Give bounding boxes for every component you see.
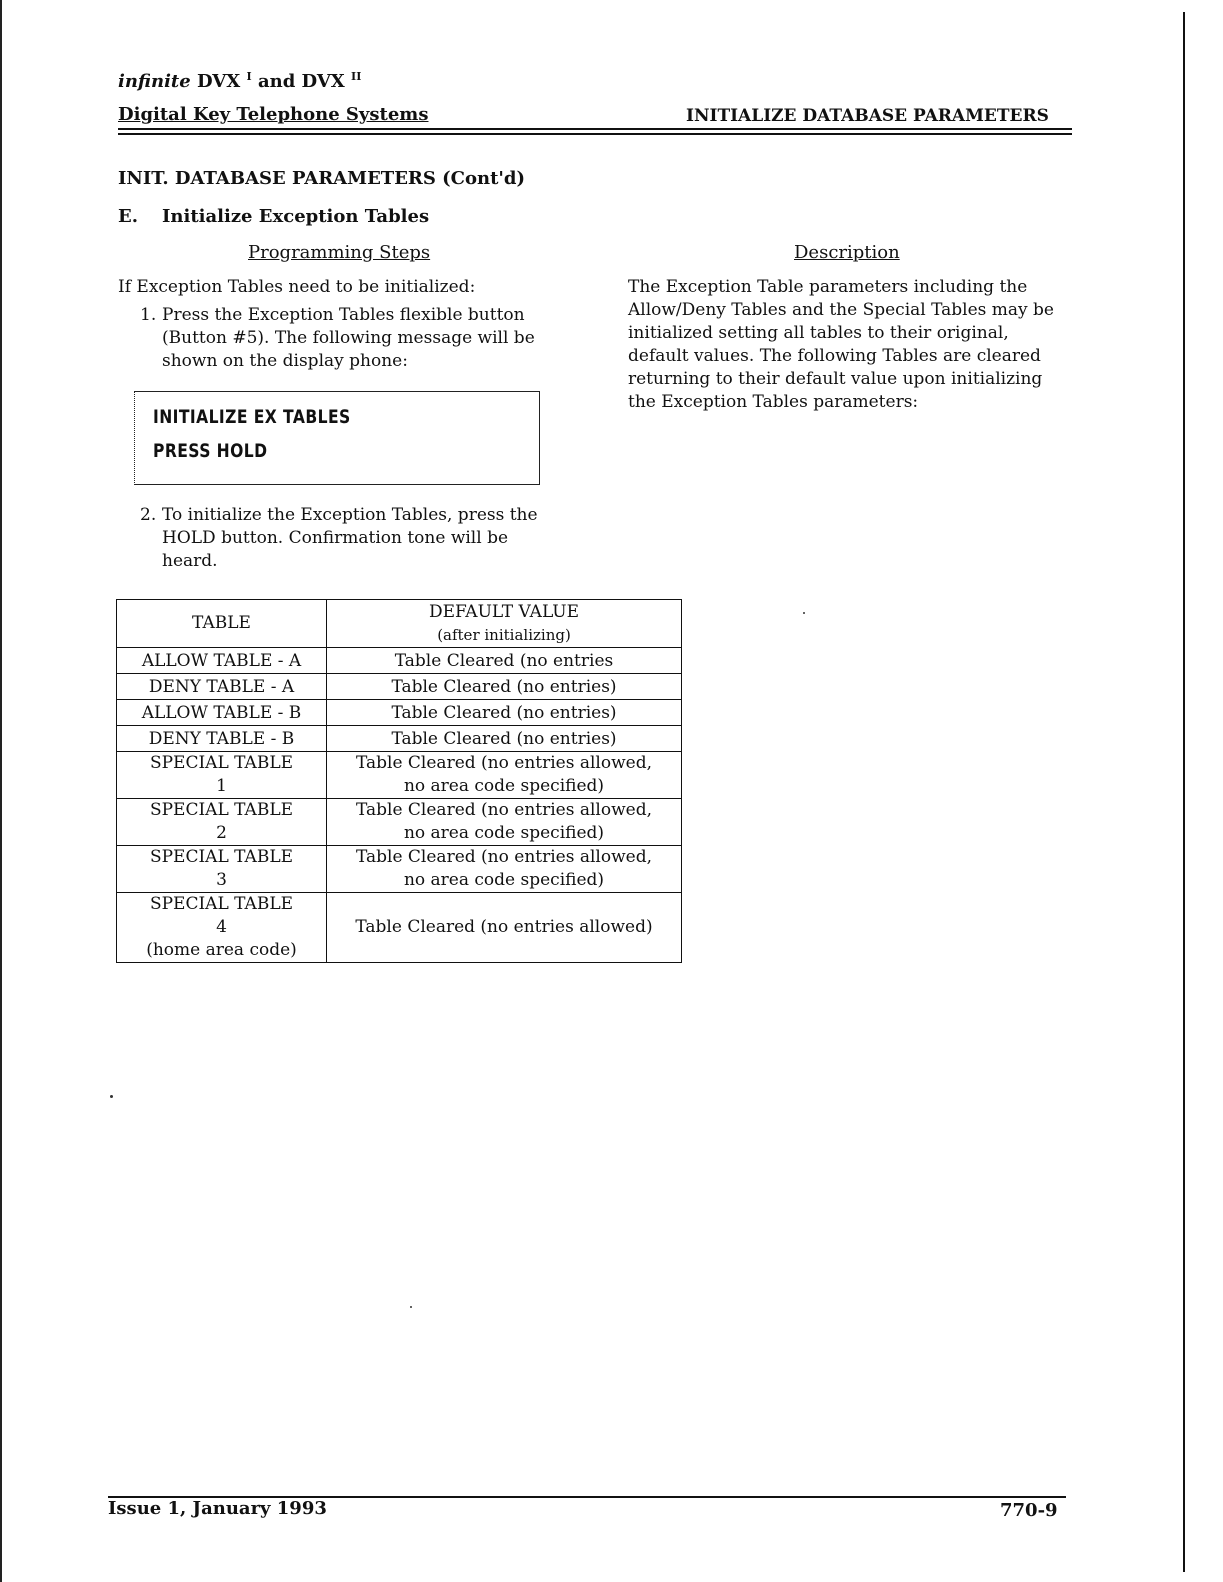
page-left-edge	[0, 0, 2, 1582]
header-brand	[118, 70, 361, 92]
default-value-line: Table Cleared (no entries allowed)	[355, 917, 653, 937]
table-name-line: DENY TABLE - A	[148, 676, 295, 697]
table-body	[117, 648, 682, 963]
step-2-number: 2.	[140, 505, 157, 525]
display-phone-screen	[134, 391, 540, 485]
table-name-cell	[117, 846, 327, 893]
default-value-line: Table Cleared (no entries allowed,	[355, 847, 652, 867]
default-value-line: Table Cleared (no entries allowed,	[355, 753, 652, 773]
table-row	[117, 700, 682, 726]
table-name-cell	[117, 752, 327, 799]
table-name-line: 2	[216, 823, 227, 843]
brand-dvx2: and DVX	[257, 71, 345, 92]
default-value-line: Table Cleared (no entries allowed,	[355, 800, 652, 820]
header-section-title: INITIALIZE DATABASE PARAMETERS	[686, 106, 1049, 126]
default-value-cell	[327, 752, 682, 799]
table-row	[117, 799, 682, 846]
step-1-text: Press the Exception Tables flexible button (Button #5). The following message will be shown on the display phone:	[162, 305, 535, 371]
default-value-line: Table Cleared (no entries)	[391, 676, 617, 697]
default-value-cell	[327, 674, 682, 700]
header-rule-double	[118, 133, 1072, 135]
table-name-cell	[117, 674, 327, 700]
subsection-heading: Initialize Exception Tables	[162, 206, 430, 227]
brand-dvx1: DVX	[196, 71, 241, 92]
default-value-cell	[327, 726, 682, 752]
default-value-cell	[327, 846, 682, 893]
table-name-line: (home area code)	[146, 940, 297, 960]
brand-sup2: II	[351, 70, 362, 83]
default-value-cell	[327, 700, 682, 726]
footer-issue: Issue 1, January 1993	[108, 1498, 327, 1519]
speck	[110, 1095, 113, 1098]
table-name-line: SPECIAL TABLE	[149, 753, 294, 773]
brand-italic: infinite	[118, 71, 191, 92]
brand-sup1: I	[246, 70, 252, 83]
table-row	[117, 752, 682, 799]
default-value-line: Table Cleared (no entries)	[391, 702, 617, 723]
table-row	[117, 674, 682, 700]
subsection-title	[118, 206, 429, 227]
table-name-cell	[117, 726, 327, 752]
defaults-table	[116, 599, 682, 963]
speck	[803, 612, 805, 614]
section-title: INIT. DATABASE PARAMETERS (Cont'd)	[118, 168, 525, 189]
display-line-2: PRESS HOLD	[153, 440, 268, 462]
default-value-line: no area code specified)	[403, 823, 605, 843]
default-value-cell	[327, 893, 682, 963]
col-default-value-header	[327, 600, 682, 648]
table-name-line: SPECIAL TABLE	[149, 894, 294, 914]
table-name-line: 3	[216, 870, 227, 890]
default-value-line: no area code specified)	[403, 870, 605, 890]
table-name-line: SPECIAL TABLE	[149, 800, 294, 820]
table-name-line: DENY TABLE - B	[148, 728, 295, 749]
description-heading: Description	[794, 242, 900, 263]
after-initializing-label: (after initializing)	[437, 625, 571, 644]
subsection-letter: E.	[118, 206, 138, 227]
table-name-line: 4	[216, 917, 227, 937]
default-value-line: no area code specified)	[403, 776, 605, 796]
default-value-label: DEFAULT VALUE	[428, 601, 580, 622]
step-1	[140, 304, 560, 373]
col-table-header: TABLE	[117, 600, 327, 648]
table-row	[117, 726, 682, 752]
table-name-line: 1	[216, 776, 227, 796]
table-row	[117, 648, 682, 674]
intro-text: If Exception Tables need to be initialized:	[118, 277, 476, 297]
table-header-row	[117, 600, 682, 648]
table-name-cell	[117, 799, 327, 846]
default-value-line: Table Cleared (no entries	[394, 650, 614, 671]
table-name-line: ALLOW TABLE - B	[141, 702, 302, 723]
description-text: The Exception Table parameters including the Allow/Deny Tables and the Special Tables may be initialized setting all tables to their original, default values. The following Tables are cleared returning to their default value upon initializing the Exception Tables parameters:	[628, 277, 1054, 412]
table-row	[117, 893, 682, 963]
page-right-rule	[1183, 12, 1185, 1572]
default-value-cell	[327, 648, 682, 674]
display-line-1: INITIALIZE EX TABLES	[153, 406, 351, 428]
header-subtitle: Digital Key Telephone Systems	[118, 104, 429, 125]
table-name-line: SPECIAL TABLE	[149, 847, 294, 867]
speck	[410, 1306, 412, 1308]
header-rule	[118, 128, 1072, 130]
table-name-cell	[117, 700, 327, 726]
footer-page-number: 770-9	[1000, 1500, 1058, 1521]
step-2	[140, 504, 560, 573]
default-value-line: Table Cleared (no entries)	[391, 728, 617, 749]
step-1-number: 1.	[140, 305, 157, 325]
table-name-cell	[117, 648, 327, 674]
table-name-cell	[117, 893, 327, 963]
step-2-text: To initialize the Exception Tables, press the HOLD button. Confirmation tone will be heard.	[162, 505, 538, 571]
table-row	[117, 846, 682, 893]
default-value-cell	[327, 799, 682, 846]
programming-steps-heading: Programming Steps	[248, 242, 431, 263]
table-name-line: ALLOW TABLE - A	[141, 650, 302, 671]
